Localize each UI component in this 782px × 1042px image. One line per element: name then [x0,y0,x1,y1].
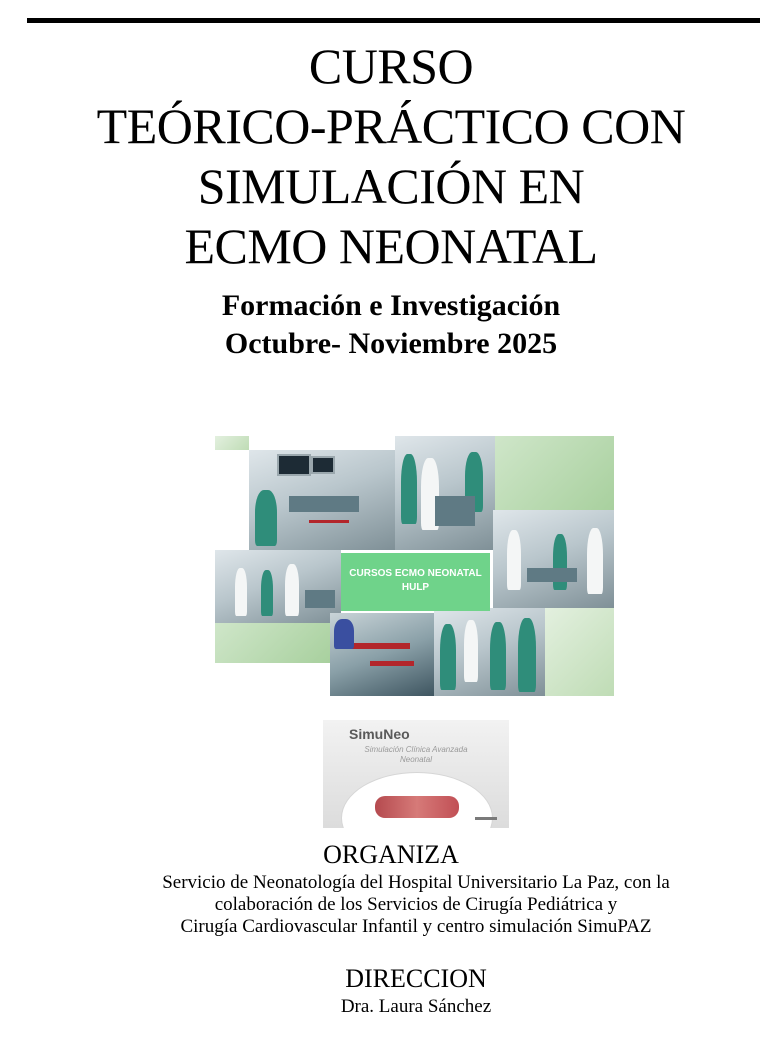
title-line-2: TEÓRICO-PRÁCTICO CON [96,98,686,154]
simuneo-logo [323,720,509,828]
photo-simulation-lab [249,450,395,550]
organiza-heading: ORGANIZA [323,840,459,869]
organiza-line-1: Servicio de Neonatología del Hospital Universitario La Paz, con la [162,872,670,893]
top-rule [27,18,760,23]
clinician-figure [440,624,456,690]
clinician-figure [401,454,417,524]
clinician-figure [261,570,273,616]
cart-shape [305,590,335,608]
direccion-heading: DIRECCION [345,964,487,993]
green-tile [495,436,614,510]
organiza-text [0,872,782,938]
direccion-name: Dra. Laura Sánchez [340,996,492,1017]
bed-shape [435,496,475,526]
clinician-figure [587,528,603,594]
photo-ecmo-circuit [330,613,434,696]
photo-team-bedside [395,436,495,550]
course-title [0,36,782,276]
logo-tagline-1: Simulación Clínica Avanzada [364,745,468,754]
ecmo-tubing [350,643,410,649]
clinician-figure [507,530,521,590]
logo-name: SimuNeo [349,726,410,742]
logo-tagline [323,745,509,765]
clinician-figure [285,564,299,616]
clinician-figure [490,622,506,690]
course-subtitle [0,287,782,363]
photo-training-room [493,510,614,608]
monitor-icon [311,456,335,474]
green-tile [545,608,614,696]
photo-corridor [215,550,341,623]
neonate-manikin-icon [375,796,459,818]
clinician-figure [518,618,536,692]
clinician-figure [464,620,478,682]
banner-line-2: HULP [401,582,430,593]
clinician-figure [235,568,247,616]
clinician-figure [255,490,277,546]
collage-banner [341,553,490,611]
ecmo-tubing [309,520,349,523]
organiza-line-3: Cirugía Cardiovascular Infantil y centro simulación SimuPAZ [180,916,652,937]
ecmo-tubing [370,661,414,666]
title-line-1: CURSO [308,38,474,94]
monitor-icon [277,454,311,476]
pump-shape [334,619,354,649]
title-line-3: SIMULACIÓN EN [197,158,585,214]
subtitle-line-1: Formación e Investigación [221,289,561,322]
banner-line-1: CURSOS ECMO NEONATAL [349,568,482,579]
logo-mark [475,817,497,820]
green-tile [215,623,330,663]
organiza-line-2: colaboración de los Servicios de Cirugía Pediátrica y [214,894,618,915]
subtitle-line-2: Octubre- Noviembre 2025 [224,327,558,360]
bed-shape [527,568,577,582]
photo-group-training [434,608,545,696]
logo-tagline-2: Neonatal [399,755,433,764]
green-tile [215,436,249,450]
incubator-shape [289,496,359,512]
title-line-4: ECMO NEONATAL [184,218,598,274]
